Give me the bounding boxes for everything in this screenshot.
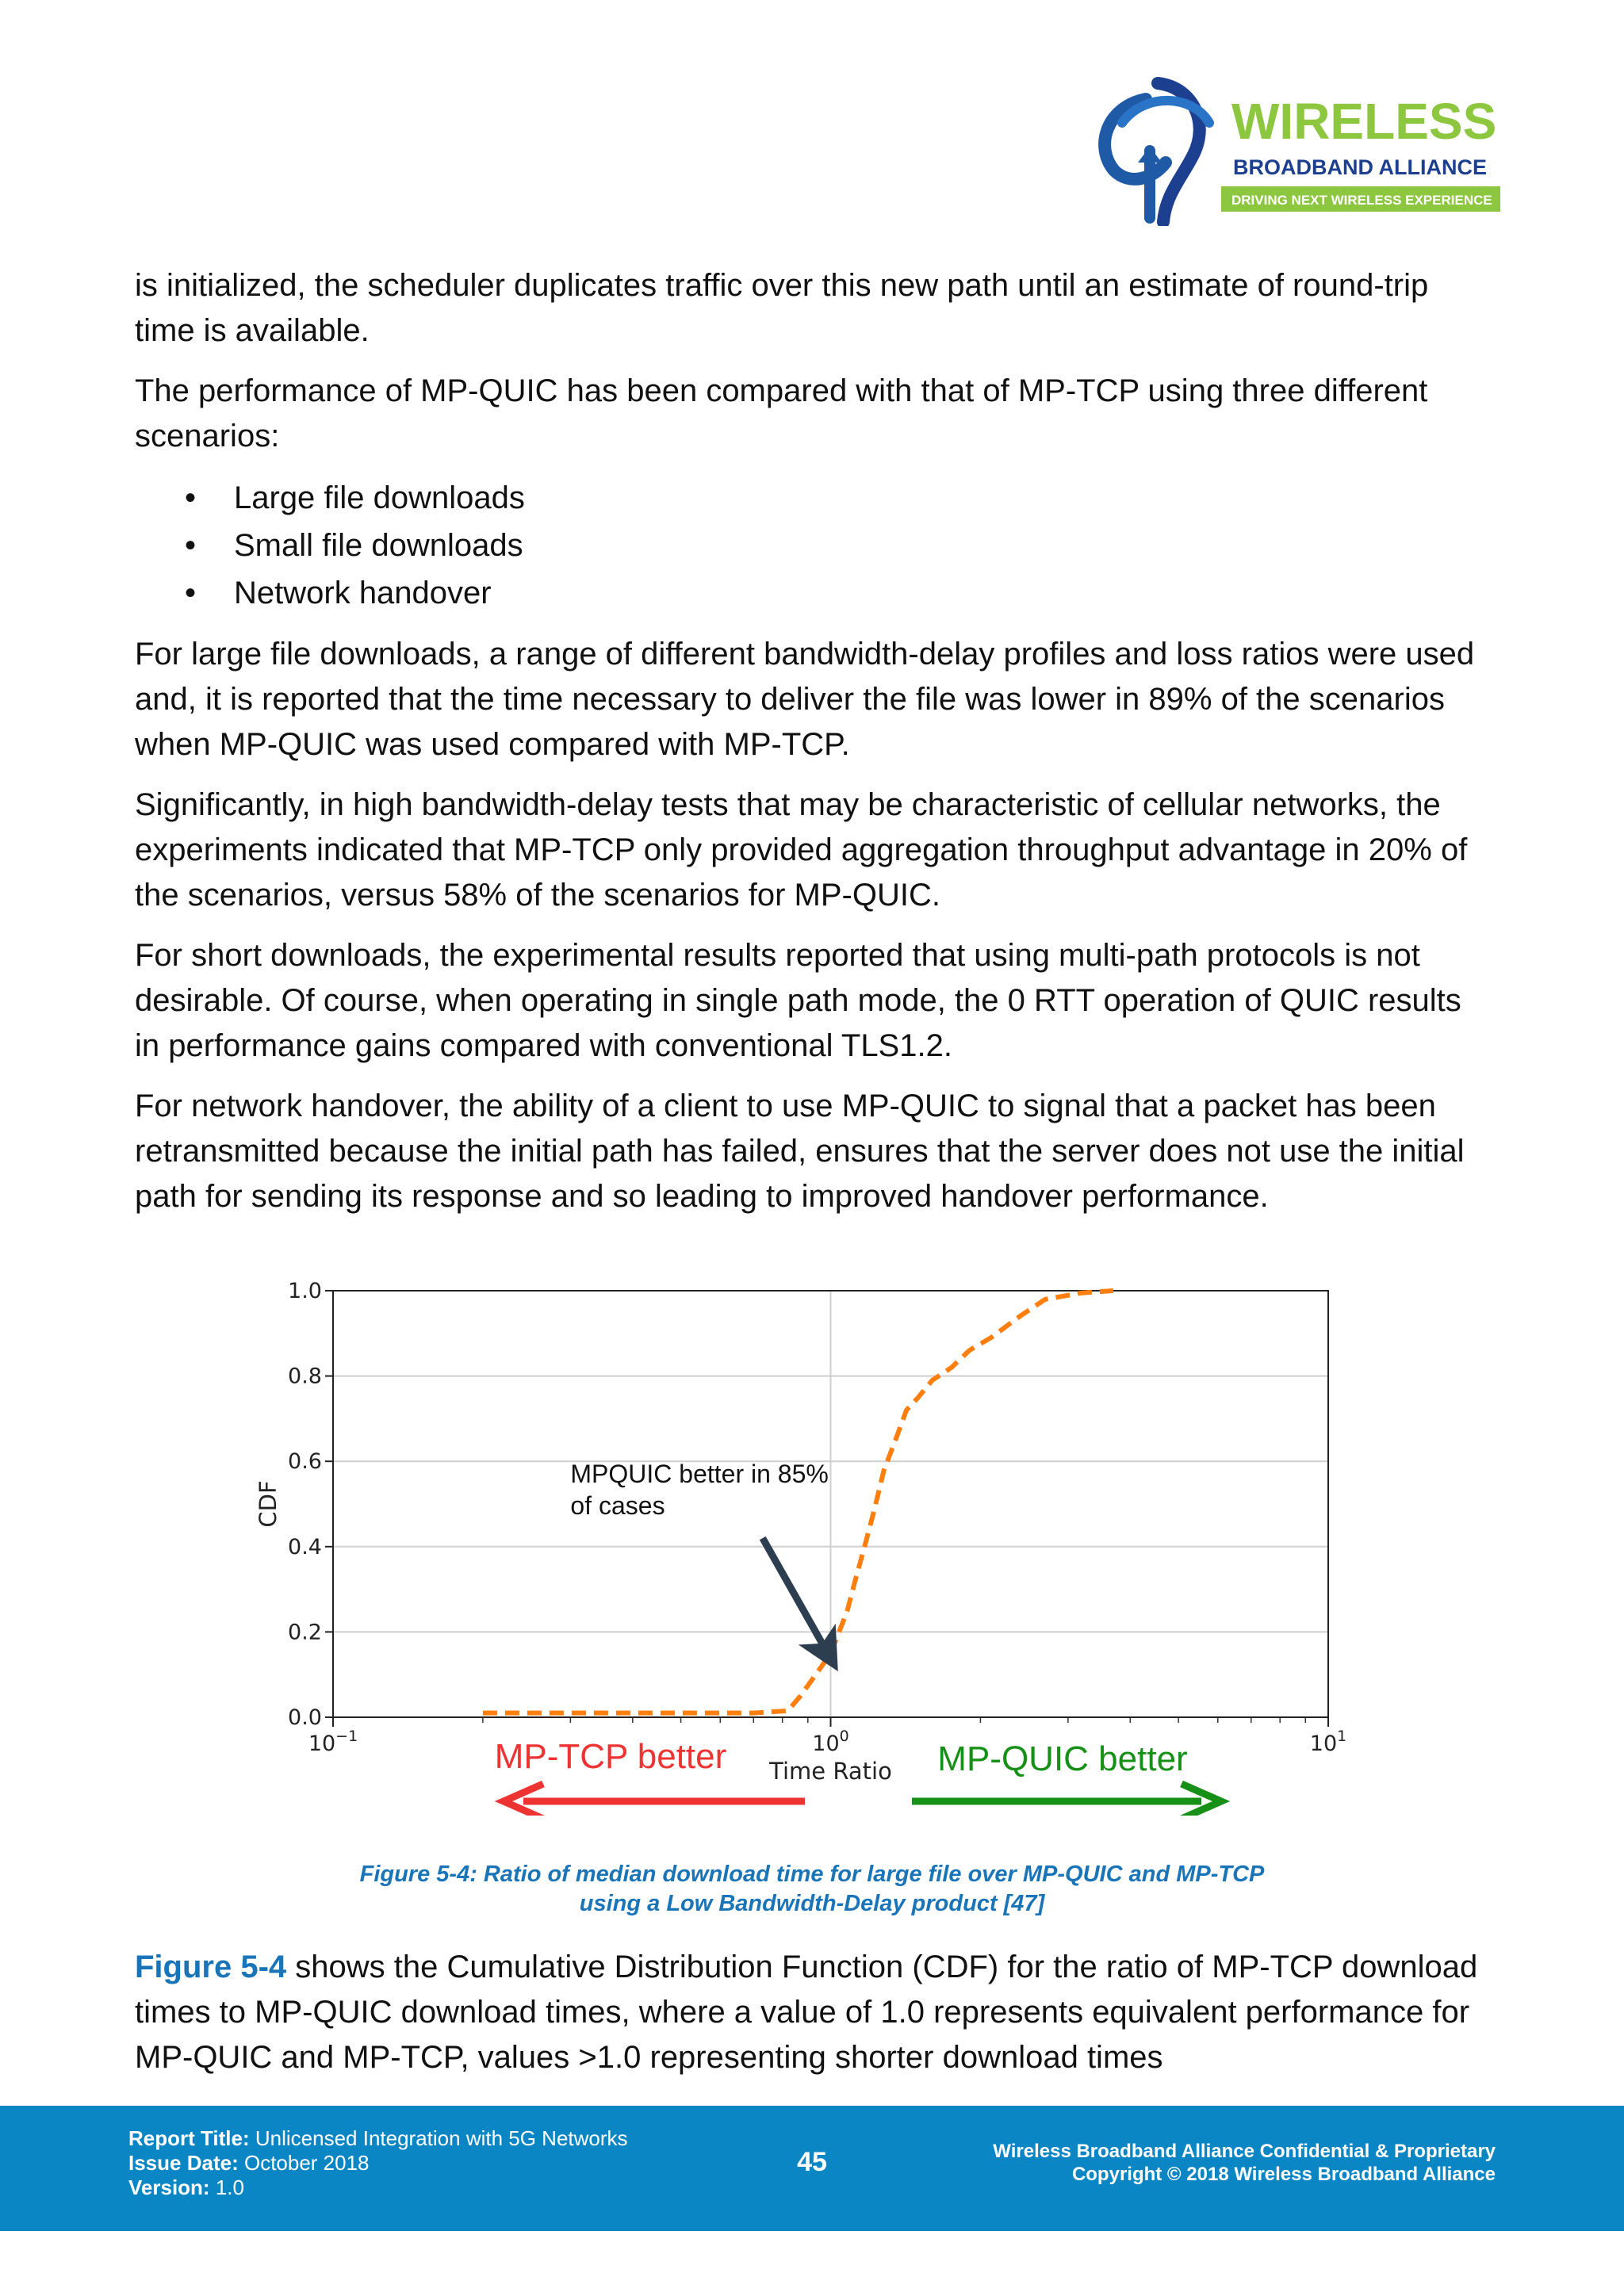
caption-line2: using a Low Bandwidth-Delay product [47] bbox=[579, 1891, 1045, 1916]
paragraph: For network handover, the ability of a client to use MP-QUIC to signal that a packet has been retransmitted because the initial path has failed, ensures that the server does not use the initial path for sending its response and so leading to improved handover performance. bbox=[135, 1089, 1465, 1214]
version: 1.0 bbox=[215, 2175, 244, 2199]
annotation-text: MPQUIC better in 85% bbox=[570, 1460, 829, 1489]
x-axis-label: Time Ratio bbox=[769, 1758, 892, 1785]
wba-logo bbox=[1090, 75, 1503, 226]
x-tick-label: $10^0$ bbox=[812, 1728, 849, 1756]
list-item: • Small file downloads bbox=[234, 522, 1491, 569]
logo-tagline: DRIVING NEXT WIRELESS EXPERIENCE bbox=[1231, 193, 1492, 208]
issue-date-label: Issue Date: bbox=[128, 2151, 239, 2175]
paragraph: Significantly, in high bandwidth-delay tests that may be characteristic of cellular networks, the experiments indicated that MP-TCP only provided aggregation throughput advantage in 20% of the scenarios, versus 58% of the scenarios for MP-QUIC. bbox=[135, 787, 1468, 913]
cdf-chart-svg bbox=[230, 1261, 1356, 1816]
y-tick-label: 0.8 bbox=[288, 1364, 322, 1389]
logo-word2: BROADBAND ALLIANCE bbox=[1233, 155, 1487, 179]
report-title: Unlicensed Integration with 5G Networks bbox=[255, 2126, 628, 2150]
y-tick-label: 0.0 bbox=[288, 1705, 322, 1730]
wba-emblem-icon bbox=[1105, 83, 1209, 222]
x-tick-label: $10^{-1}$ bbox=[308, 1728, 358, 1756]
paragraph-text: shows the Cumulative Distribution Function (CDF) for the ratio of MP-TCP download times to MP-QUIC download times, where a value of 1.0 represents equivalent performance for MP-QUIC and MP-TCP, values >1.0 representing shorter download times bbox=[135, 1950, 1478, 2075]
footer-legal bbox=[993, 2140, 1496, 2186]
caption-line1: Figure 5-4: Ratio of median download time for large file over MP-QUIC and MP-TCP bbox=[359, 1862, 1265, 1887]
y-tick-label: 0.4 bbox=[288, 1534, 322, 1559]
paragraph: The performance of MP-QUIC has been compared with that of MP-TCP using three different scenarios: bbox=[135, 373, 1428, 453]
after-figure-text bbox=[135, 1945, 1491, 2095]
x-tick-label: $10^1$ bbox=[1309, 1728, 1347, 1756]
paragraph: is initialized, the scheduler duplicates traffic over this new path until an estimate of round-trip time is available. bbox=[135, 268, 1429, 348]
page-footer bbox=[0, 2106, 1624, 2231]
scenario-list bbox=[135, 474, 1491, 617]
figure-reference-link[interactable]: Figure 5-4 bbox=[135, 1950, 287, 1984]
mp-quic-better-label: MP-QUIC better bbox=[937, 1739, 1188, 1778]
body-text bbox=[135, 263, 1491, 1234]
logo-word1: WIRELESS bbox=[1231, 93, 1497, 150]
paragraph bbox=[135, 1945, 1491, 2080]
list-item: • Large file downloads bbox=[234, 474, 1491, 522]
mp-tcp-better-label: MP-TCP better bbox=[494, 1737, 727, 1776]
annotation-arrow bbox=[763, 1538, 828, 1653]
report-title-label: Report Title: bbox=[128, 2126, 250, 2150]
y-axis-label: CDF bbox=[255, 1480, 282, 1528]
y-tick-label: 0.6 bbox=[288, 1449, 322, 1475]
paragraph: For short downloads, the experimental results reported that using multi-path protocols is not desirable. Of course, when operating in single path mode, the 0 RTT operation of QUIC results in performance gains compared with conventional TLS1.2. bbox=[135, 938, 1461, 1063]
paragraph: For large file downloads, a range of different bandwidth-delay profiles and loss ratios were used and, it is reported that the time necessary to deliver the file was lower in 89% of the scenarios when MP-QUIC was used compared with MP-TCP. bbox=[135, 637, 1475, 762]
cdf-chart bbox=[230, 1261, 1356, 1816]
issue-date: October 2018 bbox=[243, 2151, 370, 2175]
version-label: Version: bbox=[128, 2175, 210, 2199]
y-tick-label: 0.2 bbox=[288, 1620, 322, 1645]
y-tick-label: 1.0 bbox=[288, 1279, 322, 1303]
wba-logo-graphic bbox=[1090, 75, 1503, 226]
copyright-notice: Copyright © 2018 Wireless Broadband Alliance bbox=[1071, 2164, 1496, 2185]
figure-caption bbox=[0, 1860, 1624, 1919]
page-number: 45 bbox=[797, 2147, 827, 2177]
list-item: • Network handover bbox=[234, 569, 1491, 617]
confidential-notice: Wireless Broadband Alliance Confidential & Proprietary bbox=[993, 2141, 1496, 2162]
annotation-text: of cases bbox=[570, 1491, 665, 1521]
